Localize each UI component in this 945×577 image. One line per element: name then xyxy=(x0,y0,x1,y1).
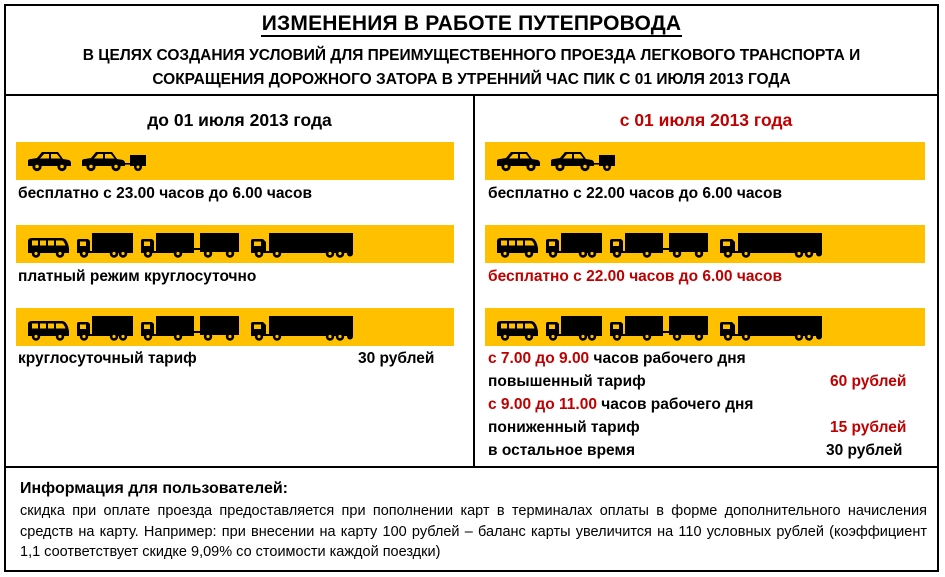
after-peak1-rest: часов рабочего дня xyxy=(589,350,746,367)
subtitle-line-1: В ЦЕЛЯХ СОЗДАНИЯ УСЛОВИЙ ДЛЯ ПРЕИМУЩЕСТВЕННОГО ПРОЕЗДА ЛЕГКОВОГО ТРАНСПОРТА И xyxy=(82,47,861,64)
semi-truck-icon xyxy=(250,232,354,258)
after-peak1-tariff: повышенный тариф xyxy=(488,373,646,390)
truck-with-trailer-icon xyxy=(140,232,240,258)
semi-truck-icon xyxy=(719,315,823,341)
after-peak2-price: 15 рублей xyxy=(830,419,907,436)
before-bar-cars xyxy=(16,142,454,180)
after-peak1-time: с 7.00 до 9.00 xyxy=(488,350,590,367)
after-peak2-line xyxy=(488,396,753,414)
truck-with-trailer-icon xyxy=(609,232,709,258)
car-icon xyxy=(26,150,72,172)
page-title: ИЗМЕНЕНИЯ В РАБОТЕ ПУТЕПРОВОДА xyxy=(261,12,682,35)
car-icon xyxy=(495,150,541,172)
truck-with-trailer-icon xyxy=(609,315,709,341)
semi-truck-icon xyxy=(250,315,354,341)
after-row2-text: бесплатно с 22.00 часов до 6.00 часов xyxy=(488,268,783,285)
before-row1-text: бесплатно с 23.00 часов до 6.00 часов xyxy=(18,185,313,202)
header xyxy=(6,6,937,96)
after-peak2-tariff: пониженный тариф xyxy=(488,419,640,436)
info-section xyxy=(6,466,937,572)
info-title: Информация для пользователей: xyxy=(20,480,289,497)
after-bar-trucks xyxy=(485,225,925,263)
truck-icon xyxy=(76,315,134,341)
after-column-title: с 01 июля 2013 года xyxy=(619,110,793,130)
after-other-price: 30 рублей xyxy=(826,442,903,459)
truck-with-trailer-icon xyxy=(140,315,240,341)
truck-icon xyxy=(76,232,134,258)
after-peak2-time: с 9.00 до 11.00 xyxy=(488,396,597,413)
after-peak2-rest: часов рабочего дня xyxy=(596,396,754,413)
minibus-icon xyxy=(26,319,70,341)
after-peak1-line xyxy=(488,350,746,368)
minibus-icon xyxy=(26,236,70,258)
before-bar-trucks xyxy=(16,225,454,263)
after-row1-text: бесплатно с 22.00 часов до 6.00 часов xyxy=(488,185,783,202)
column-divider xyxy=(473,94,475,466)
subtitle-line-2: СОКРАЩЕНИЯ ДОРОЖНОГО ЗАТОРА В УТРЕННИЙ ЧАС ПИК С 01 ИЮЛЯ 2013 ГОДА xyxy=(152,71,791,88)
semi-truck-icon xyxy=(719,232,823,258)
car-with-trailer-icon xyxy=(549,150,617,172)
before-bar-trucks-tariff xyxy=(16,308,454,346)
info-body: скидка при оплате проезда предоставляется при пополнении карт в терминалах оплаты в форме дополнительного начисления средств на карту. Например: при внесении на карту 100 рублей – баланс карты увеличится на 110 условных рублей (коэффициент 1,1 соответствует скидке 9,09% со стоимости каждой поездки) xyxy=(20,503,927,560)
minibus-icon xyxy=(495,319,539,341)
before-column-title: до 01 июля 2013 года xyxy=(147,110,332,130)
after-peak1-price: 60 рублей xyxy=(830,373,907,390)
truck-icon xyxy=(545,232,603,258)
after-bar-trucks-tariff xyxy=(485,308,925,346)
before-row2-text: платный режим круглосуточно xyxy=(18,268,257,285)
after-bar-cars xyxy=(485,142,925,180)
before-row3-text: круглосуточный тариф xyxy=(18,350,197,367)
car-with-trailer-icon xyxy=(80,150,148,172)
poster-frame xyxy=(4,4,939,572)
minibus-icon xyxy=(495,236,539,258)
truck-icon xyxy=(545,315,603,341)
before-row3-price: 30 рублей xyxy=(358,350,435,367)
after-other-label: в остальное время xyxy=(488,442,635,459)
